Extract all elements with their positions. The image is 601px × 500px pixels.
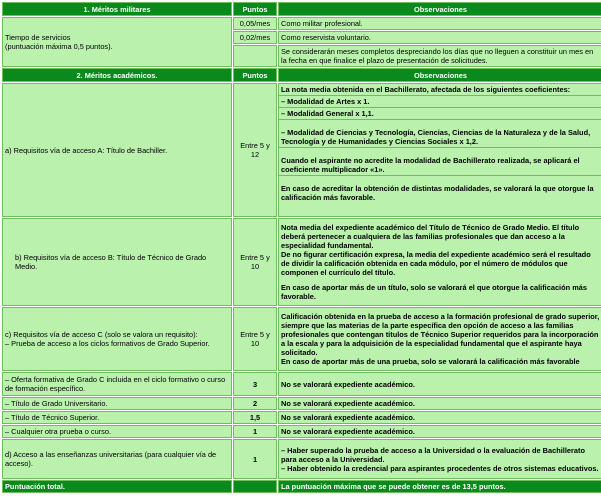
row-a-item1: – Modalidad de Artes x 1. xyxy=(279,95,601,106)
table-row xyxy=(2,372,601,396)
row-a-p2: Cuando el aspirante no acredite la modalidad de Bachillerato realizada, se aplicará el coeficiente multiplicador «1». xyxy=(279,147,601,174)
table-row xyxy=(2,17,601,30)
simple-row-points: 1,5 xyxy=(233,411,277,424)
simple-row-obs: No se valorará expediente académico. xyxy=(278,372,601,396)
row-a-p3: En caso de acreditar la obtención de distintas modalidades, se valorará la que otorgue la calificación más favorable. xyxy=(279,175,601,202)
row-d-p2: – Haber obtenido la credencial para aspirantes procedentes de otros sistemas educativos. xyxy=(281,463,599,473)
simple-row-label: – Título de Grado Universitario. xyxy=(2,397,232,410)
row-b-p2: De no figurar certificación expresa, la media del expediente académico será el resultado de dividir la calificación obtenida en cada módulo, por el número de módulos que componen el currículo del título. xyxy=(281,250,591,277)
service-time-title: Tiempo de servicios xyxy=(5,33,71,42)
total-row xyxy=(2,480,601,493)
table-row xyxy=(2,397,601,410)
section2-title: 2. Méritos académicos. xyxy=(2,68,232,82)
simple-row-label: – Oferta formativa de Grado C incluida en el ciclo formativo o curso de formación específico. xyxy=(2,372,232,396)
merits-table xyxy=(1,1,601,494)
simple-row-obs: No se valorará expediente académico. xyxy=(278,397,601,410)
table-row xyxy=(2,218,601,306)
row-b-points: Entre 5 y 10 xyxy=(233,218,277,306)
row-a-obs xyxy=(278,83,601,217)
total-points-empty xyxy=(233,480,277,493)
table-row xyxy=(2,439,601,479)
simple-row-obs: No se valorará expediente académico. xyxy=(278,411,601,424)
row-c-p1: Calificación obtenida en la prueba de acceso a la formación profesional de grado superior, siempre que las materias de la parte específica den opción de acceso a las familias profesionales que contengan títulos de Técnico Superior requeridos para la incorporación a la escala y para la adquisición de la especialidad fundamental que el aspirante haya solicitado. xyxy=(281,312,600,357)
simple-row-points: 1 xyxy=(233,425,277,438)
table-row xyxy=(2,425,601,438)
row-b-p1: Nota media del expediente académico del Título de Técnico de Grado Medio. El título deberá pertenecer a cualquiera de las familias profesionales que dan acceso a la especialidad fundamental. xyxy=(281,223,580,250)
simple-row-label: – Cualquier otra prueba o curso. xyxy=(2,425,232,438)
table-row xyxy=(2,411,601,424)
row-c-label xyxy=(2,307,232,371)
row-c-points: Entre 5 y 10 xyxy=(233,307,277,371)
row-d-obs xyxy=(278,439,601,479)
row-a-label: a) Requisitos vía de acceso A: Título de Bachiller. xyxy=(2,83,232,217)
section2-obs-header: Observaciones xyxy=(278,68,601,82)
row-c-p2: En caso de aportar más de una prueba, solo se valorará la calificación más favorable xyxy=(281,357,580,366)
section2-header-row xyxy=(2,68,601,82)
service-time-max: (puntuación máxima 0,5 puntos). xyxy=(5,42,113,51)
simple-row-obs: No se valorará expediente académico. xyxy=(278,425,601,438)
service-time-label xyxy=(2,17,232,67)
simple-row-points: 3 xyxy=(233,372,277,396)
simple-row-points: 2 xyxy=(233,397,277,410)
section1-obs-header: Observaciones xyxy=(278,2,601,16)
row-b-obs xyxy=(278,218,601,306)
points-cell: 0,02/mes xyxy=(233,31,277,44)
simple-row-label: – Título de Técnico Superior. xyxy=(2,411,232,424)
row-c-sub: – Prueba de acceso a los ciclos formativos de Grado Superior. xyxy=(5,339,210,348)
total-obs: La puntuación máxima que se puede obtener es de 13,5 puntos. xyxy=(278,480,601,493)
row-b-p3: En caso de aportar más de un título, solo se valorará el que otorgue la calificación más favorable. xyxy=(281,283,587,301)
section1-title: 1. Méritos militares xyxy=(2,2,232,16)
row-d-p1: – Haber superado la prueba de acceso a la Universidad o la evaluación de Bachillerato para acceso a la Universidad. xyxy=(281,445,585,464)
row-a-item3: – Modalidad de Ciencias y Tecnología, Ciencias, Ciencias de la Naturaleza y de la Salud, Tecnología y de Humanidades y Ciencias Sociales x 1,2. xyxy=(279,119,601,146)
row-d-label: d) Acceso a las enseñanzas universitarias (para cualquier vía de acceso). xyxy=(2,439,232,479)
points-cell-empty xyxy=(233,45,277,67)
section2-points-header: Puntos xyxy=(233,68,277,82)
section1-header-row xyxy=(2,2,601,16)
table-row xyxy=(2,307,601,371)
obs-cell: Como militar profesional. xyxy=(278,17,601,30)
row-c-obs xyxy=(278,307,601,371)
row-a-points: Entre 5 y 12 xyxy=(233,83,277,217)
row-b-label: b) Requisitos vía de acceso B: Título de Técnico de Grado Medio. xyxy=(2,218,232,306)
row-c-title: c) Requisitos vía de acceso C (solo se valora un requisito): xyxy=(5,330,198,339)
obs-cell: Como reservista voluntario. xyxy=(278,31,601,44)
row-a-item2: – Modalidad General x 1,1. xyxy=(279,107,601,118)
row-d-points: 1 xyxy=(233,439,277,479)
total-label: Puntuación total. xyxy=(2,480,232,493)
table-row xyxy=(2,83,601,217)
section1-points-header: Puntos xyxy=(233,2,277,16)
obs-cell: Se considerarán meses completos despreciando los días que no lleguen a constituir un mes en la fecha en que finalice el plazo de presentación de solicitudes. xyxy=(278,45,601,67)
points-cell: 0,05/mes xyxy=(233,17,277,30)
row-a-intro: La nota media obtenida en el Bachillerato, afectada de los siguientes coeficientes: xyxy=(281,85,571,94)
